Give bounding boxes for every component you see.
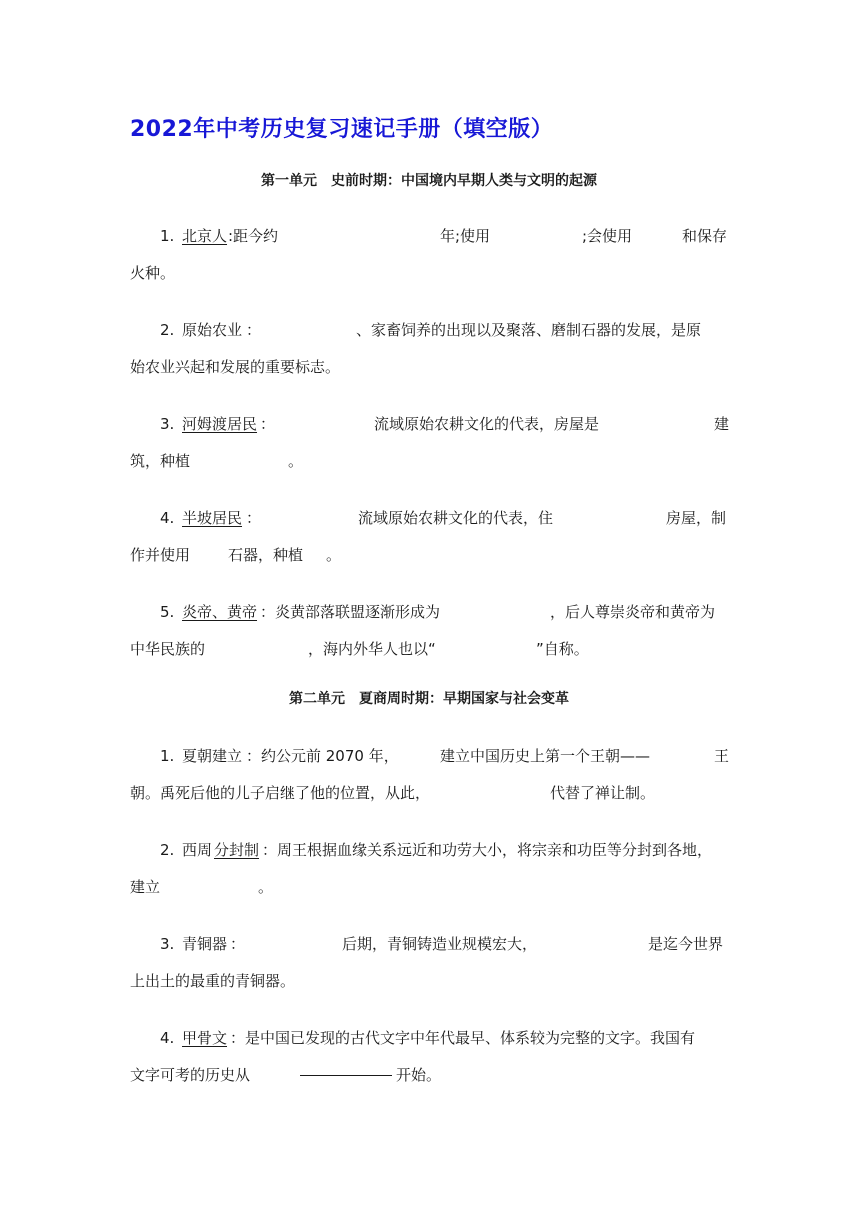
item-term: 分封制 [214, 841, 260, 859]
item-text: 建立中国历史上第一个王朝—— [440, 747, 651, 765]
item-text: 始农业兴起和发展的重要标志。 [130, 358, 341, 376]
unit2-heading: 第二单元 夏商周时期：早期国家与社会变革 [289, 691, 569, 707]
item-text: ;会使用 [582, 227, 633, 245]
unit2-item-2 [130, 832, 728, 906]
answer-blank [300, 1057, 392, 1076]
unit1-item-5 [130, 594, 728, 668]
item-text: 火种。 [130, 264, 176, 282]
item-text: 和保存 [682, 227, 728, 245]
item-number: 3. [160, 935, 175, 953]
item-text: 石器，种植 [228, 546, 304, 564]
document-title: 2022年中考历史复习速记手册（填空版） [130, 117, 554, 142]
item-text: 年;使用 [440, 227, 491, 245]
item-text: ： [230, 935, 246, 953]
item-number: 1. [160, 227, 175, 245]
unit2-item-1 [130, 738, 728, 812]
unit1-item-1 [130, 218, 728, 292]
unit1-heading: 第一单元 史前时期：中国境内早期人类与文明的起源 [261, 173, 597, 189]
item-text: ： [246, 321, 262, 339]
item-text: 建立 [130, 878, 161, 896]
item-text: 流域原始农耕文化的代表，房屋是 [374, 415, 600, 433]
unit1-item-4 [130, 500, 728, 574]
unit2-item-4 [130, 1020, 728, 1094]
item-text: :距今约 [228, 227, 279, 245]
item-text: ：周王根据血缘关系远近和功劳大小，将宗亲和功臣等分封到各地， [262, 841, 713, 859]
item-term: 炎帝、黄帝 [182, 603, 258, 621]
unit1-item-3 [130, 406, 728, 480]
item-text: 建 [714, 415, 730, 433]
item-text: ：炎黄部落联盟逐渐形成为 [260, 603, 441, 621]
item-text: ”自称。 [536, 640, 589, 658]
unit2-item-3 [130, 926, 728, 1000]
unit1-item-2 [130, 312, 728, 386]
item-text: 。 [258, 878, 274, 896]
item-number: 1. [160, 747, 175, 765]
item-term: 青铜器 [182, 935, 228, 953]
item-text: ： [246, 509, 262, 527]
item-number: 4. [160, 509, 175, 527]
item-text: 开始。 [396, 1066, 442, 1084]
item-term: 夏朝建立 [182, 747, 243, 765]
item-term: 半坡居民 [182, 509, 243, 527]
item-term: 原始农业 [182, 321, 243, 339]
item-text: 中华民族的 [130, 640, 206, 658]
item-term: 甲骨文 [182, 1029, 228, 1047]
item-text: 上出土的最重的青铜器。 [130, 972, 296, 990]
item-text: 流域原始农耕文化的代表，住 [358, 509, 554, 527]
item-text: ，后人尊崇炎帝和黄帝为 [550, 603, 716, 621]
item-text: 王 [714, 747, 730, 765]
item-text: 文字可考的历史从 [130, 1066, 251, 1084]
item-text: 。 [326, 546, 342, 564]
item-term-prefix: 西周 [182, 841, 213, 859]
item-number: 3. [160, 415, 175, 433]
item-number: 2. [160, 841, 175, 859]
item-term: 河姆渡居民 [182, 415, 258, 433]
item-text: ： [260, 415, 276, 433]
item-term: 北京人 [182, 227, 228, 245]
item-text: ：约公元前 2070 年， [246, 747, 399, 765]
item-number: 5. [160, 603, 175, 621]
item-text: 。 [288, 452, 304, 470]
item-number: 4. [160, 1029, 175, 1047]
item-text: 筑，种植 [130, 452, 191, 470]
item-text: 作并使用 [130, 546, 191, 564]
item-text: ：是中国已发现的古代文字中年代最早、体系较为完整的文字。我国有 [230, 1029, 696, 1047]
item-number: 2. [160, 321, 175, 339]
item-text: 房屋，制 [666, 509, 727, 527]
item-text: 、家畜饲养的出现以及聚落、磨制石器的发展，是原 [356, 321, 702, 339]
item-text: 是迄今世界 [648, 935, 724, 953]
item-text: 后期，青铜铸造业规模宏大， [342, 935, 538, 953]
item-text: 朝。禹死后他的儿子启继了他的位置，从此， [130, 784, 431, 802]
item-text: ，海内外华人也以“ [308, 640, 436, 658]
item-text: 代替了禅让制。 [550, 784, 656, 802]
